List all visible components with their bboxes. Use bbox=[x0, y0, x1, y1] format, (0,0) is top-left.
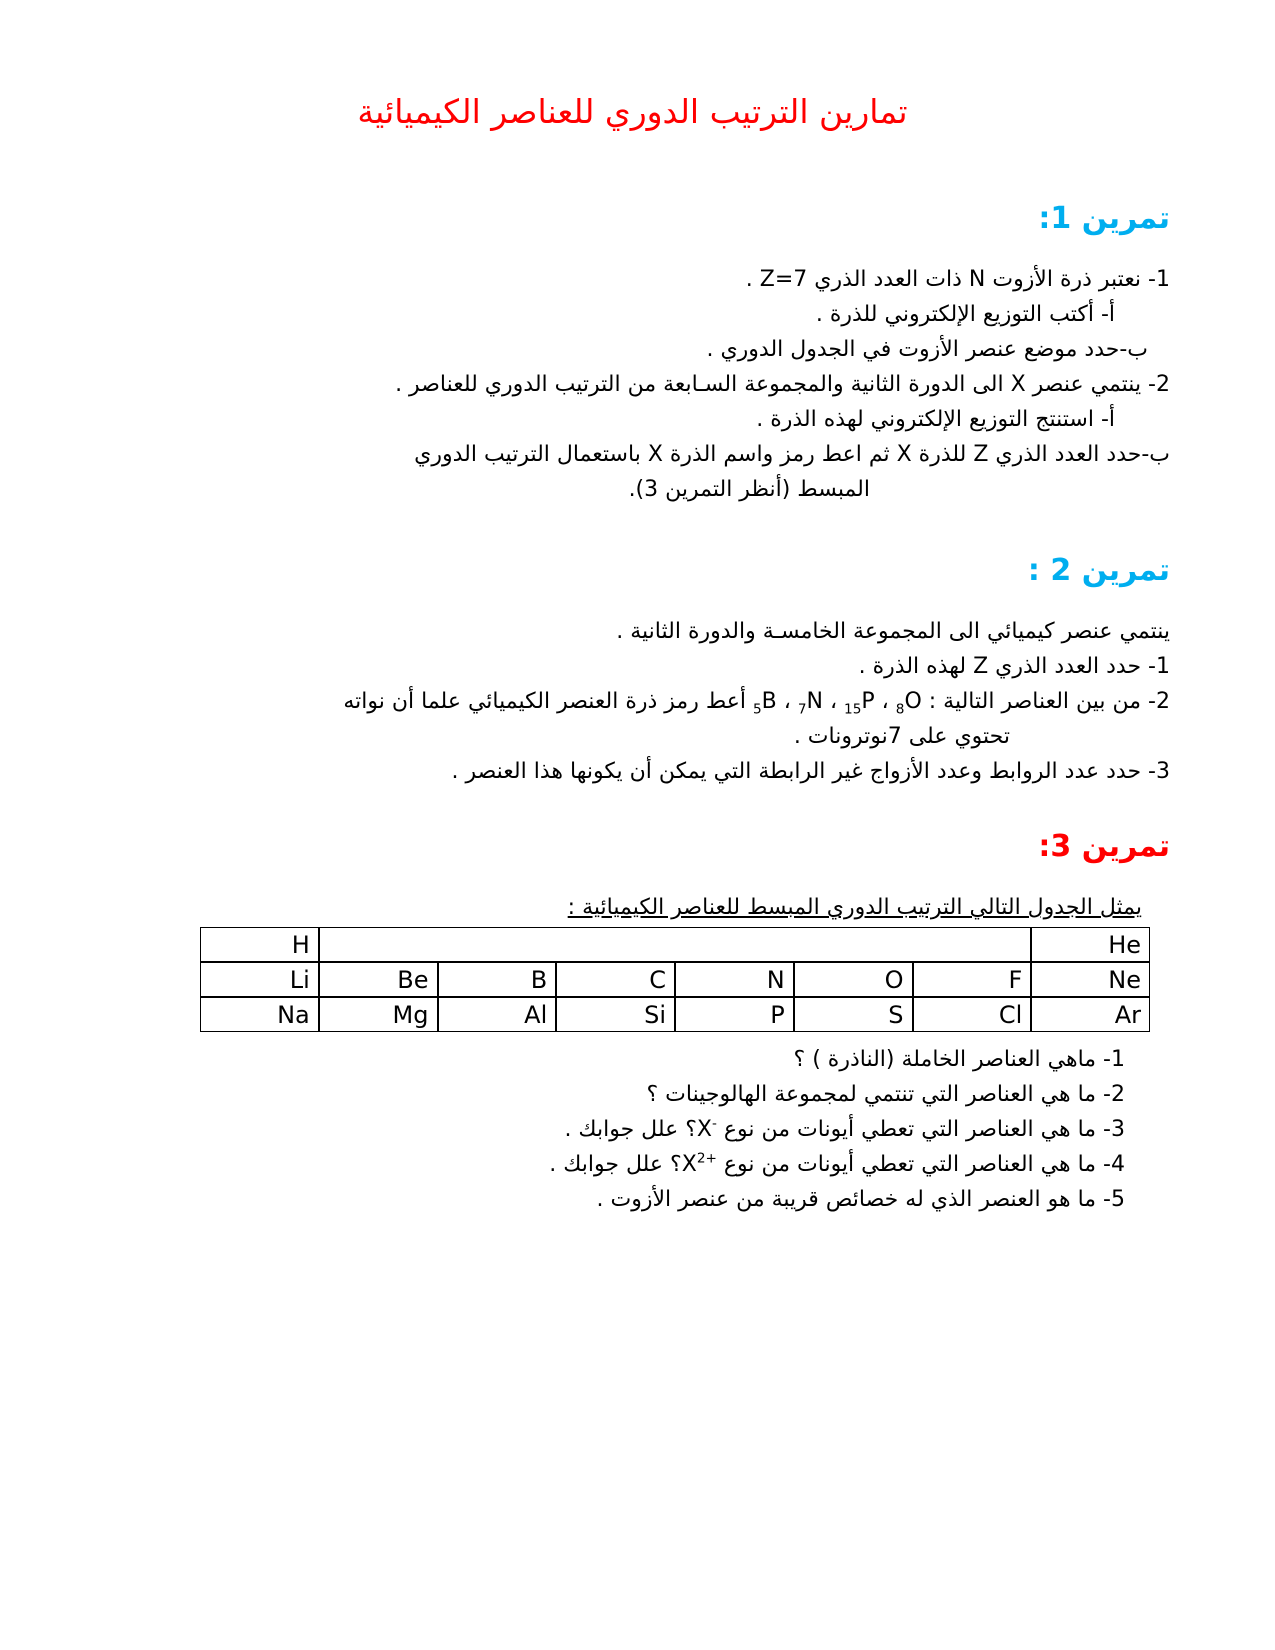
table-row bbox=[200, 962, 1150, 997]
table-caption: يمثل الجدول التالي الترتيب الدوري المبسط للعناصر الكيميائية : bbox=[567, 895, 1142, 920]
item2-post: أعط رمز ذرة العنصر الكيميائي علما أن نواته bbox=[343, 689, 753, 714]
exercise3-heading: تمرين 3: bbox=[1038, 829, 1170, 864]
exercise1-line: أ- أكتب التوزيع الإلكتروني للذرة . bbox=[815, 302, 1115, 327]
element-cell: Ne bbox=[1031, 962, 1150, 997]
element-cell: Mg bbox=[319, 997, 438, 1032]
element-symbol-P bbox=[844, 689, 875, 718]
q3-post: ؟ علل جوابك . bbox=[564, 1117, 697, 1142]
element-cell: Ar bbox=[1031, 997, 1150, 1032]
element-cell: Na bbox=[200, 997, 319, 1032]
ion-symbol: X bbox=[681, 1152, 697, 1177]
element-separator: ، bbox=[776, 689, 798, 714]
element-cell: Be bbox=[319, 962, 438, 997]
exercise1-line: المبسط (أنظر التمرين 3). bbox=[628, 477, 870, 502]
exercise3-body bbox=[95, 890, 1170, 1217]
element-letter: O bbox=[904, 689, 922, 714]
element-cell: Si bbox=[556, 997, 675, 1032]
exercise2-item: 3- حدد عدد الروابط وعدد الأزواج غير الرابطة التي يمكن أن يكونها هذا العنصر . bbox=[451, 759, 1170, 784]
ion-formula-x-2plus bbox=[682, 1152, 717, 1177]
element-separator: ، bbox=[822, 689, 845, 714]
exercise1-line: 1- نعتبر ذرة الأزوت N ذات العدد الذري Z=7 . bbox=[745, 267, 1170, 292]
table-row bbox=[200, 997, 1150, 1032]
element-cell: Li bbox=[200, 962, 319, 997]
element-letter: N bbox=[806, 689, 823, 714]
element-subscript: 7 bbox=[797, 701, 807, 718]
element-symbol-B bbox=[752, 689, 777, 718]
ion-charge: 2+ bbox=[696, 1150, 717, 1167]
exercise2-item-continuation: تحتوي على 7نوترونات . bbox=[793, 724, 1010, 749]
ion-charge: - bbox=[711, 1115, 717, 1132]
empty-cell bbox=[319, 927, 1032, 962]
element-cell: B bbox=[438, 962, 557, 997]
periodic-table bbox=[200, 927, 1150, 1032]
exercise1-heading: تمرين 1: bbox=[1038, 201, 1170, 236]
q4-post: ؟ علل جوابك . bbox=[549, 1152, 682, 1177]
element-cell-He: He bbox=[1031, 927, 1150, 962]
exercise1-line: ب-حدد العدد الذري Z للذرة X ثم اعط رمز واسم الذرة X باستعمال الترتيب الدوري bbox=[414, 442, 1170, 467]
ion-symbol: X bbox=[696, 1117, 712, 1142]
main-title: تمارين الترتيب الدوري للعناصر الكيميائية bbox=[357, 92, 908, 131]
exercise2-item bbox=[95, 684, 1170, 719]
element-cell: Cl bbox=[913, 997, 1032, 1032]
element-symbol-N bbox=[797, 689, 823, 718]
ion-formula-x-minus bbox=[697, 1117, 717, 1142]
element-cell: O bbox=[794, 962, 913, 997]
exercise2-item: 1- حدد العدد الذري Z لهذه الذرة . bbox=[858, 654, 1170, 679]
exercise3-questions bbox=[95, 1042, 1170, 1217]
element-cell: S bbox=[794, 997, 913, 1032]
item2-pre: 2- من بين العناصر التالية : bbox=[921, 689, 1170, 714]
element-letter: P bbox=[861, 689, 875, 714]
element-subscript: 15 bbox=[844, 701, 862, 718]
element-cell: F bbox=[913, 962, 1032, 997]
element-separator: ، bbox=[874, 689, 896, 714]
q4-pre: 4- ما هي العناصر التي تعطي أيونات من نوع bbox=[716, 1152, 1125, 1177]
exercise2-intro: ينتمي عنصر كيميائي الى المجموعة الخامسـة والدورة الثانية . bbox=[616, 619, 1170, 644]
exercise3-question bbox=[95, 1112, 1170, 1147]
element-cell: N bbox=[675, 962, 794, 997]
exercise2-heading: تمرين 2 : bbox=[1027, 553, 1170, 588]
exercise1-line: أ- استنتج التوزيع الإلكتروني لهذه الذرة . bbox=[756, 407, 1115, 432]
exercise3-question: 1- ماهي العناصر الخاملة (الناذرة ) ؟ bbox=[793, 1047, 1125, 1072]
exercise3-question: 2- ما هي العناصر التي تنتمي لمجموعة الهالوجينات ؟ bbox=[646, 1082, 1125, 1107]
element-subscript: 8 bbox=[895, 701, 905, 718]
element-cell: Al bbox=[438, 997, 557, 1032]
exercise1-line: 2- ينتمي عنصر X الى الدورة الثانية والمجموعة السـابعة من الترتيب الدوري للعناصر . bbox=[395, 372, 1170, 397]
exercise1-body bbox=[95, 262, 1170, 507]
exercise3-question bbox=[95, 1147, 1170, 1182]
element-cell: C bbox=[556, 962, 675, 997]
table-row bbox=[200, 927, 1150, 962]
element-cell-H: H bbox=[200, 927, 319, 962]
q3-pre: 3- ما هي العناصر التي تعطي أيونات من نوع bbox=[716, 1117, 1125, 1142]
exercise2-body bbox=[95, 614, 1170, 789]
element-subscript: 5 bbox=[752, 701, 762, 718]
element-letter: B bbox=[761, 689, 777, 714]
exercise1-line: ب-حدد موضع عنصر الأزوت في الجدول الدوري . bbox=[706, 337, 1148, 362]
element-cell: P bbox=[675, 997, 794, 1032]
element-symbol-O bbox=[895, 689, 922, 718]
exercise3-question: 5- ما هو العنصر الذي له خصائص قريبة من عنصر الأزوت . bbox=[596, 1187, 1125, 1212]
